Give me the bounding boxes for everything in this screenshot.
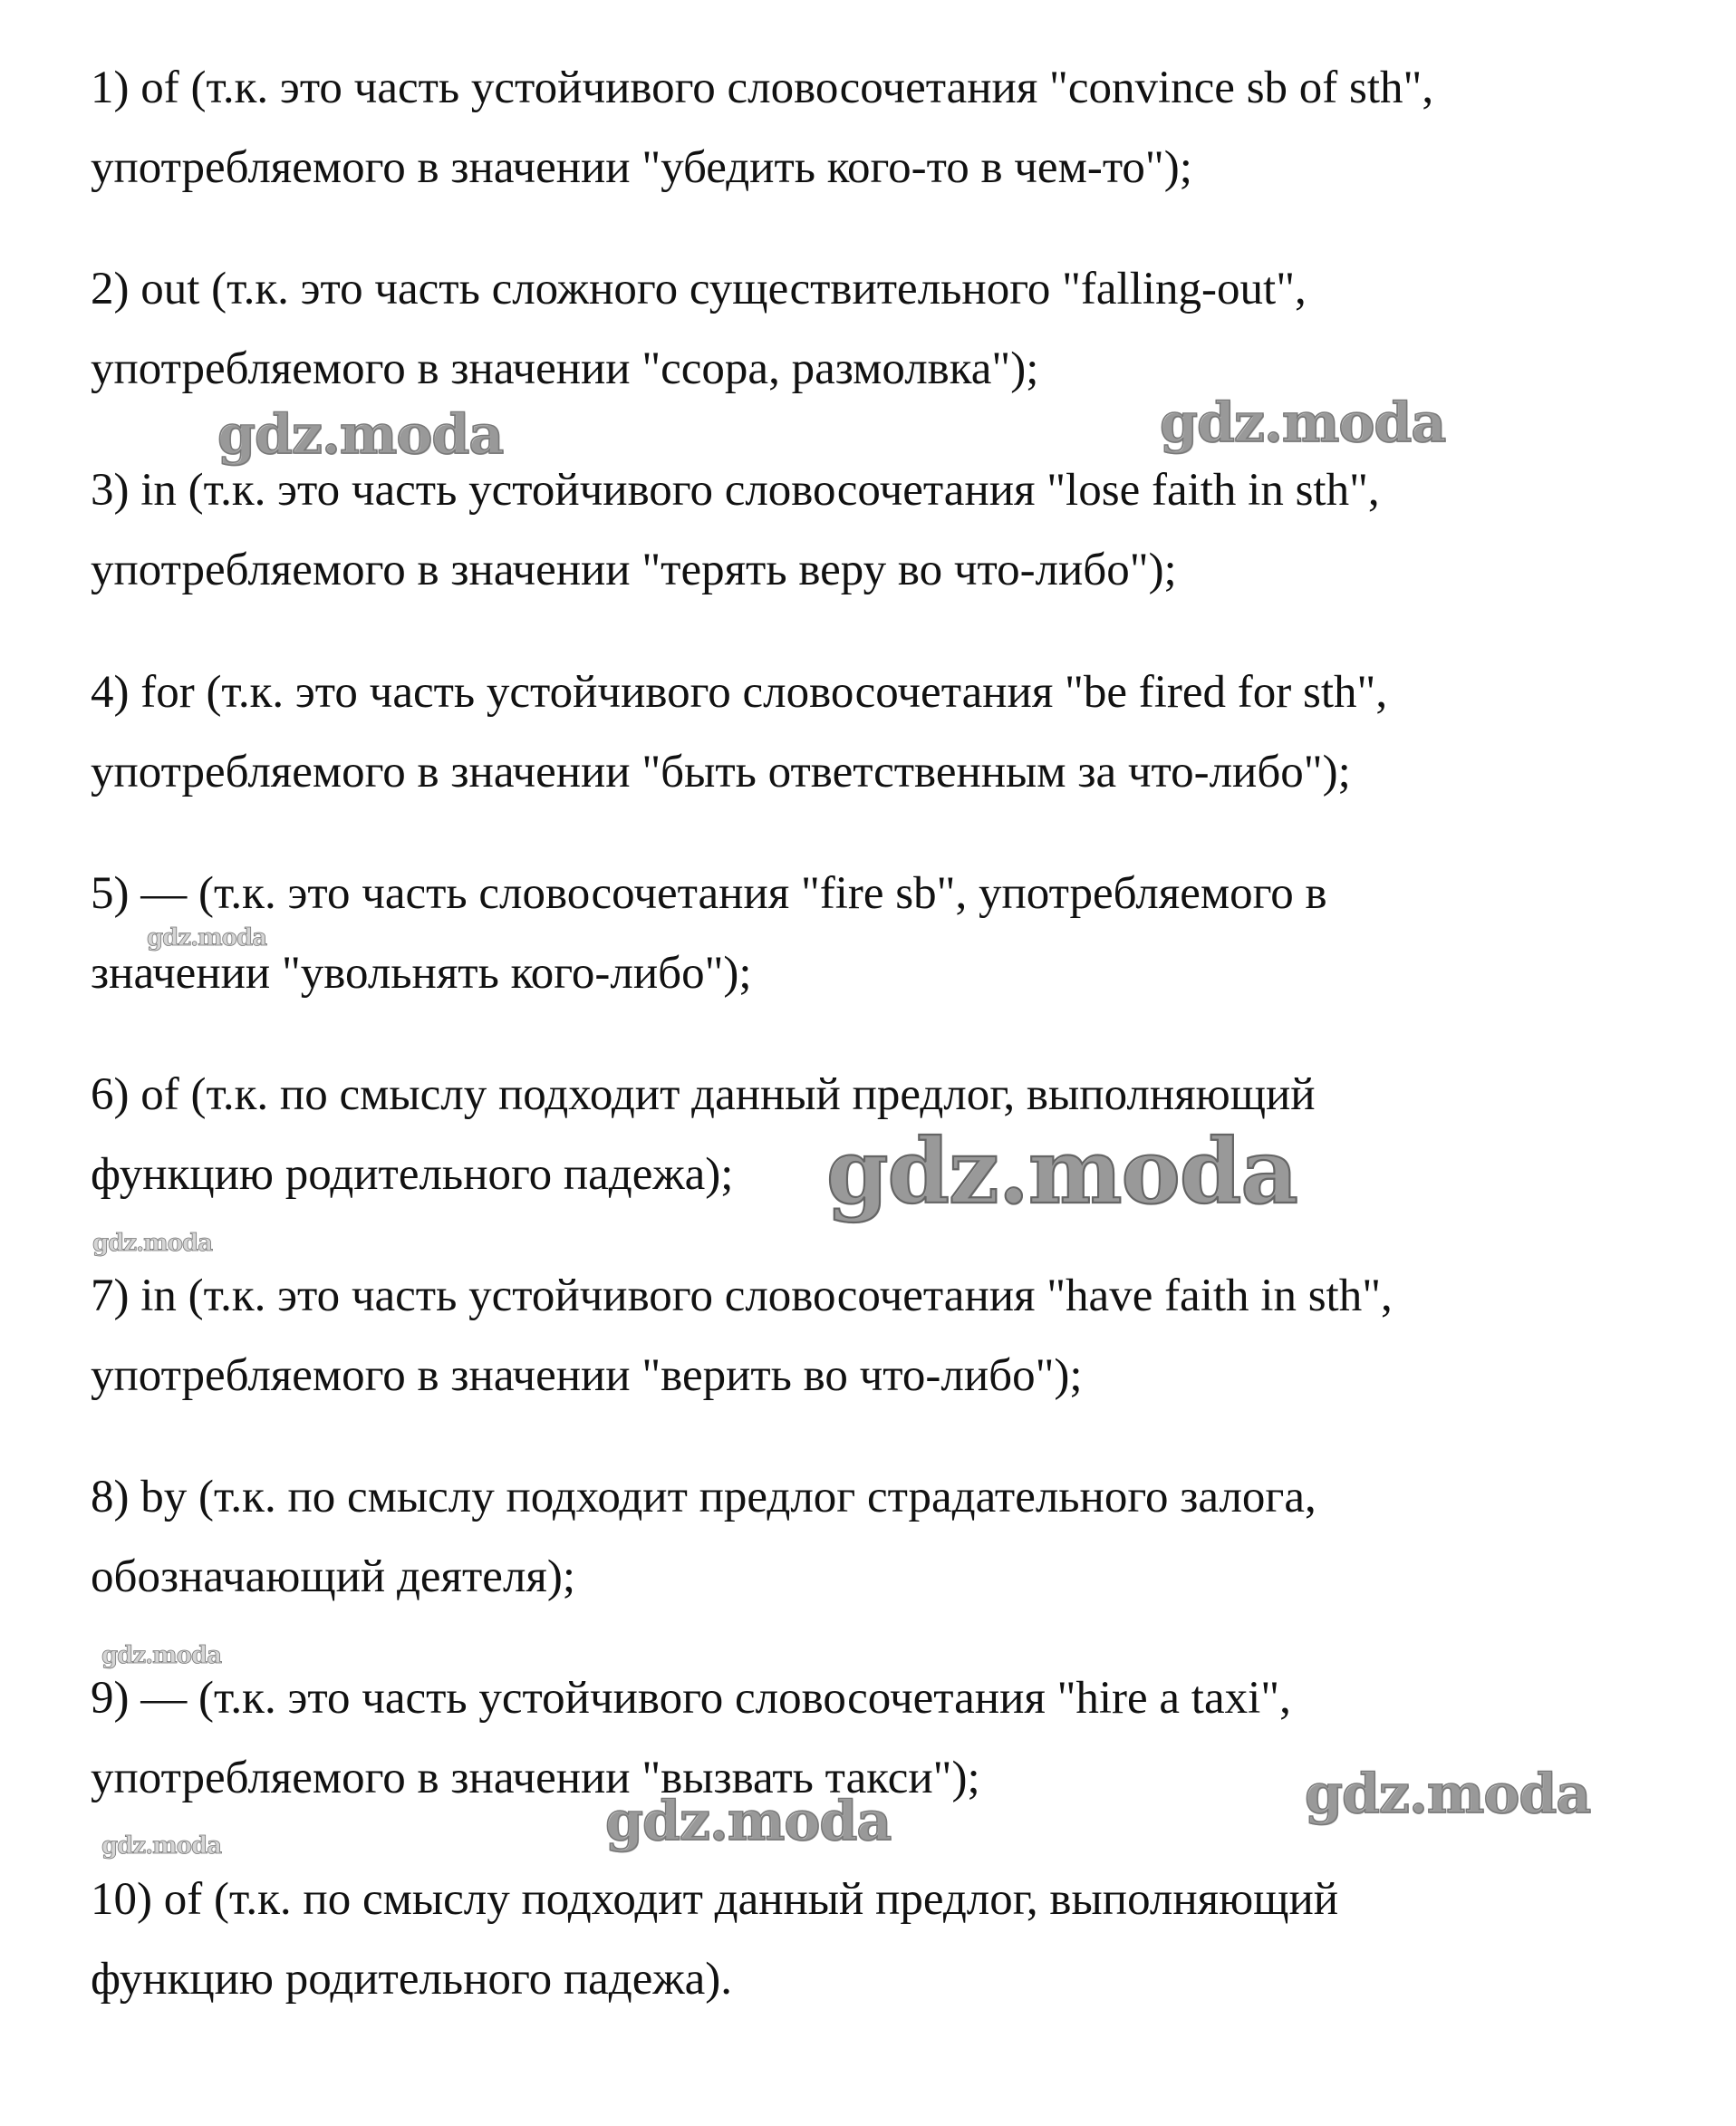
answer-item-10: [91, 1860, 1685, 2019]
answer-line: употребляемого в значении "убедить кого-то в чем-то");: [91, 142, 1192, 193]
answer-item-2: [91, 249, 1685, 409]
answer-line: 2) out (т.к. это часть сложного существительного "falling-out",: [91, 264, 1307, 314]
answer-line: употребляемого в значении "ссора, размолвка");: [91, 343, 1039, 394]
answer-item-7: [91, 1256, 1685, 1416]
answer-line: 9) — (т.к. это часть устойчивого словосочетания "hire a taxi",: [91, 1673, 1291, 1724]
answer-line: функцию родительного падежа);: [91, 1149, 734, 1200]
answer-item-5: [91, 854, 1685, 1013]
answer-line: 1) of (т.к. это часть устойчивого словосочетания "convince sb of sth",: [91, 63, 1434, 113]
watermark: gdz.moda: [1160, 391, 1446, 455]
answer-line: функцию родительного падежа).: [91, 1954, 732, 2005]
answer-item-3: [91, 450, 1685, 610]
answer-line: 7) in (т.к. это часть устойчивого словосочетания "have faith in sth",: [91, 1271, 1393, 1321]
answer-line: употребляемого в значении "верить во что-либо");: [91, 1350, 1083, 1401]
watermark: gdz.moda: [826, 1120, 1297, 1224]
watermark: gdz.moda: [605, 1790, 892, 1853]
answer-line: употребляемого в значении "терять веру во что-либо");: [91, 545, 1177, 595]
answer-line: 10) of (т.к. по смыслу подходит данный предлог, выполняющий: [91, 1874, 1339, 1925]
answer-line: употребляемого в значении "быть ответственным за что-либо");: [91, 747, 1351, 797]
watermark: gdz.moda: [101, 1642, 222, 1669]
answer-line: 8) by (т.к. по смыслу подходит предлог страдательного залога,: [91, 1472, 1316, 1522]
answer-line: значении "увольнять кого-либо");: [91, 948, 752, 999]
answer-line: употребляемого в значении "вызвать такси");: [91, 1753, 980, 1803]
answer-item-8: [91, 1457, 1685, 1617]
watermark: gdz.moda: [92, 1230, 213, 1257]
answer-line: 6) of (т.к. по смыслу подходит данный предлог, выполняющий: [91, 1069, 1316, 1120]
answer-line: обозначающий деятеля);: [91, 1551, 576, 1602]
watermark: gdz.moda: [217, 403, 504, 467]
answer-line: 5) — (т.к. это часть словосочетания "fire sb", употребляемого в: [91, 868, 1327, 919]
answer-line: 4) for (т.к. это часть устойчивого словосочетания "be fired for sth",: [91, 667, 1388, 718]
watermark: gdz.moda: [147, 924, 267, 952]
watermark: gdz.moda: [1305, 1763, 1591, 1826]
watermark: gdz.moda: [101, 1832, 222, 1860]
answer-item-1: [91, 48, 1685, 208]
answer-item-4: [91, 652, 1685, 812]
answer-line: 3) in (т.к. это часть устойчивого словосочетания "lose faith in sth",: [91, 465, 1380, 516]
